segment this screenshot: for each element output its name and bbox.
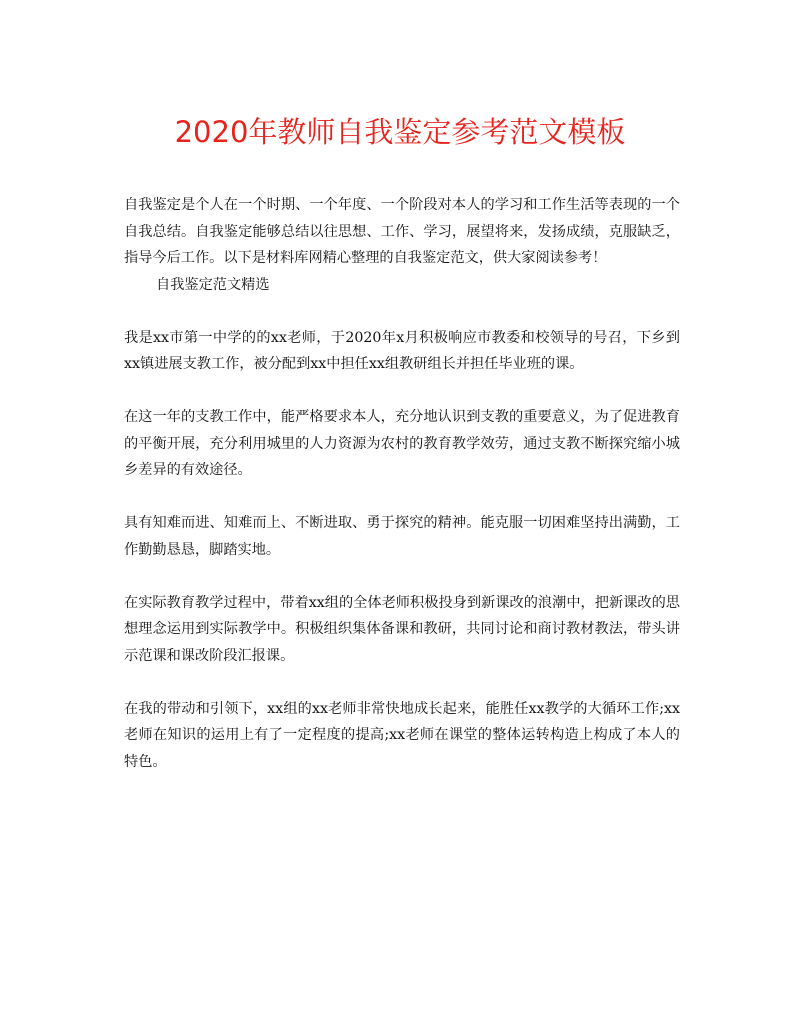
body-paragraph: 在这一年的支教工作中，能严格要求本人，充分地认识到支教的重要意义，为了促进教育的平衡开展，充分利用城里的人力资源为农村的教育教学效劳，通过支教不断探究缩小城乡差异的有效途径。 xyxy=(124,409,680,478)
body-paragraph: 具有知难而进、知难而上、不断进取、勇于探究的精神。能克服一切困难坚持出满勤，工作勤勤恳恳，脚踏实地。 xyxy=(124,515,680,558)
document-title: 2020年教师自我鉴定参考范文模板 xyxy=(174,115,626,149)
body-paragraph: 我是xx市第一中学的的xx老师，于2020年x月积极响应市教委和校领导的号召，下乡到xx镇进展支教工作，被分配到xx中担任xx组教研组长并担任毕业班的课。 xyxy=(124,329,680,372)
section-subheading: 自我鉴定范文精选 xyxy=(156,276,270,293)
intro-paragraph: 自我鉴定是个人在一个时期、一个年度、一个阶段对本人的学习和工作生活等表现的一个自我总结。自我鉴定能够总结以往思想、工作、学习，展望将来，发扬成绩，克服缺乏，指导今后工作。以下是材料库网精心整理的自我鉴定范文，供大家阅读参考！ xyxy=(124,197,680,266)
body-paragraph: 在我的带动和引领下，xx组的xx老师非常快地成长起来，能胜任xx教学的大循环工作;xx老师在知识的运用上有了一定程度的提高;xx老师在课堂的整体运转构造上构成了本人的特色。 xyxy=(124,700,680,770)
document-body xyxy=(124,192,680,775)
body-paragraph: 在实际教育教学过程中，带着xx组的全体老师积极投身到新课改的浪潮中，把新课改的思想理念运用到实际教学中。积极组织集体备课和教研，共同讨论和商讨教材教法，带头讲示范课和课改阶段汇报课。 xyxy=(124,594,680,664)
